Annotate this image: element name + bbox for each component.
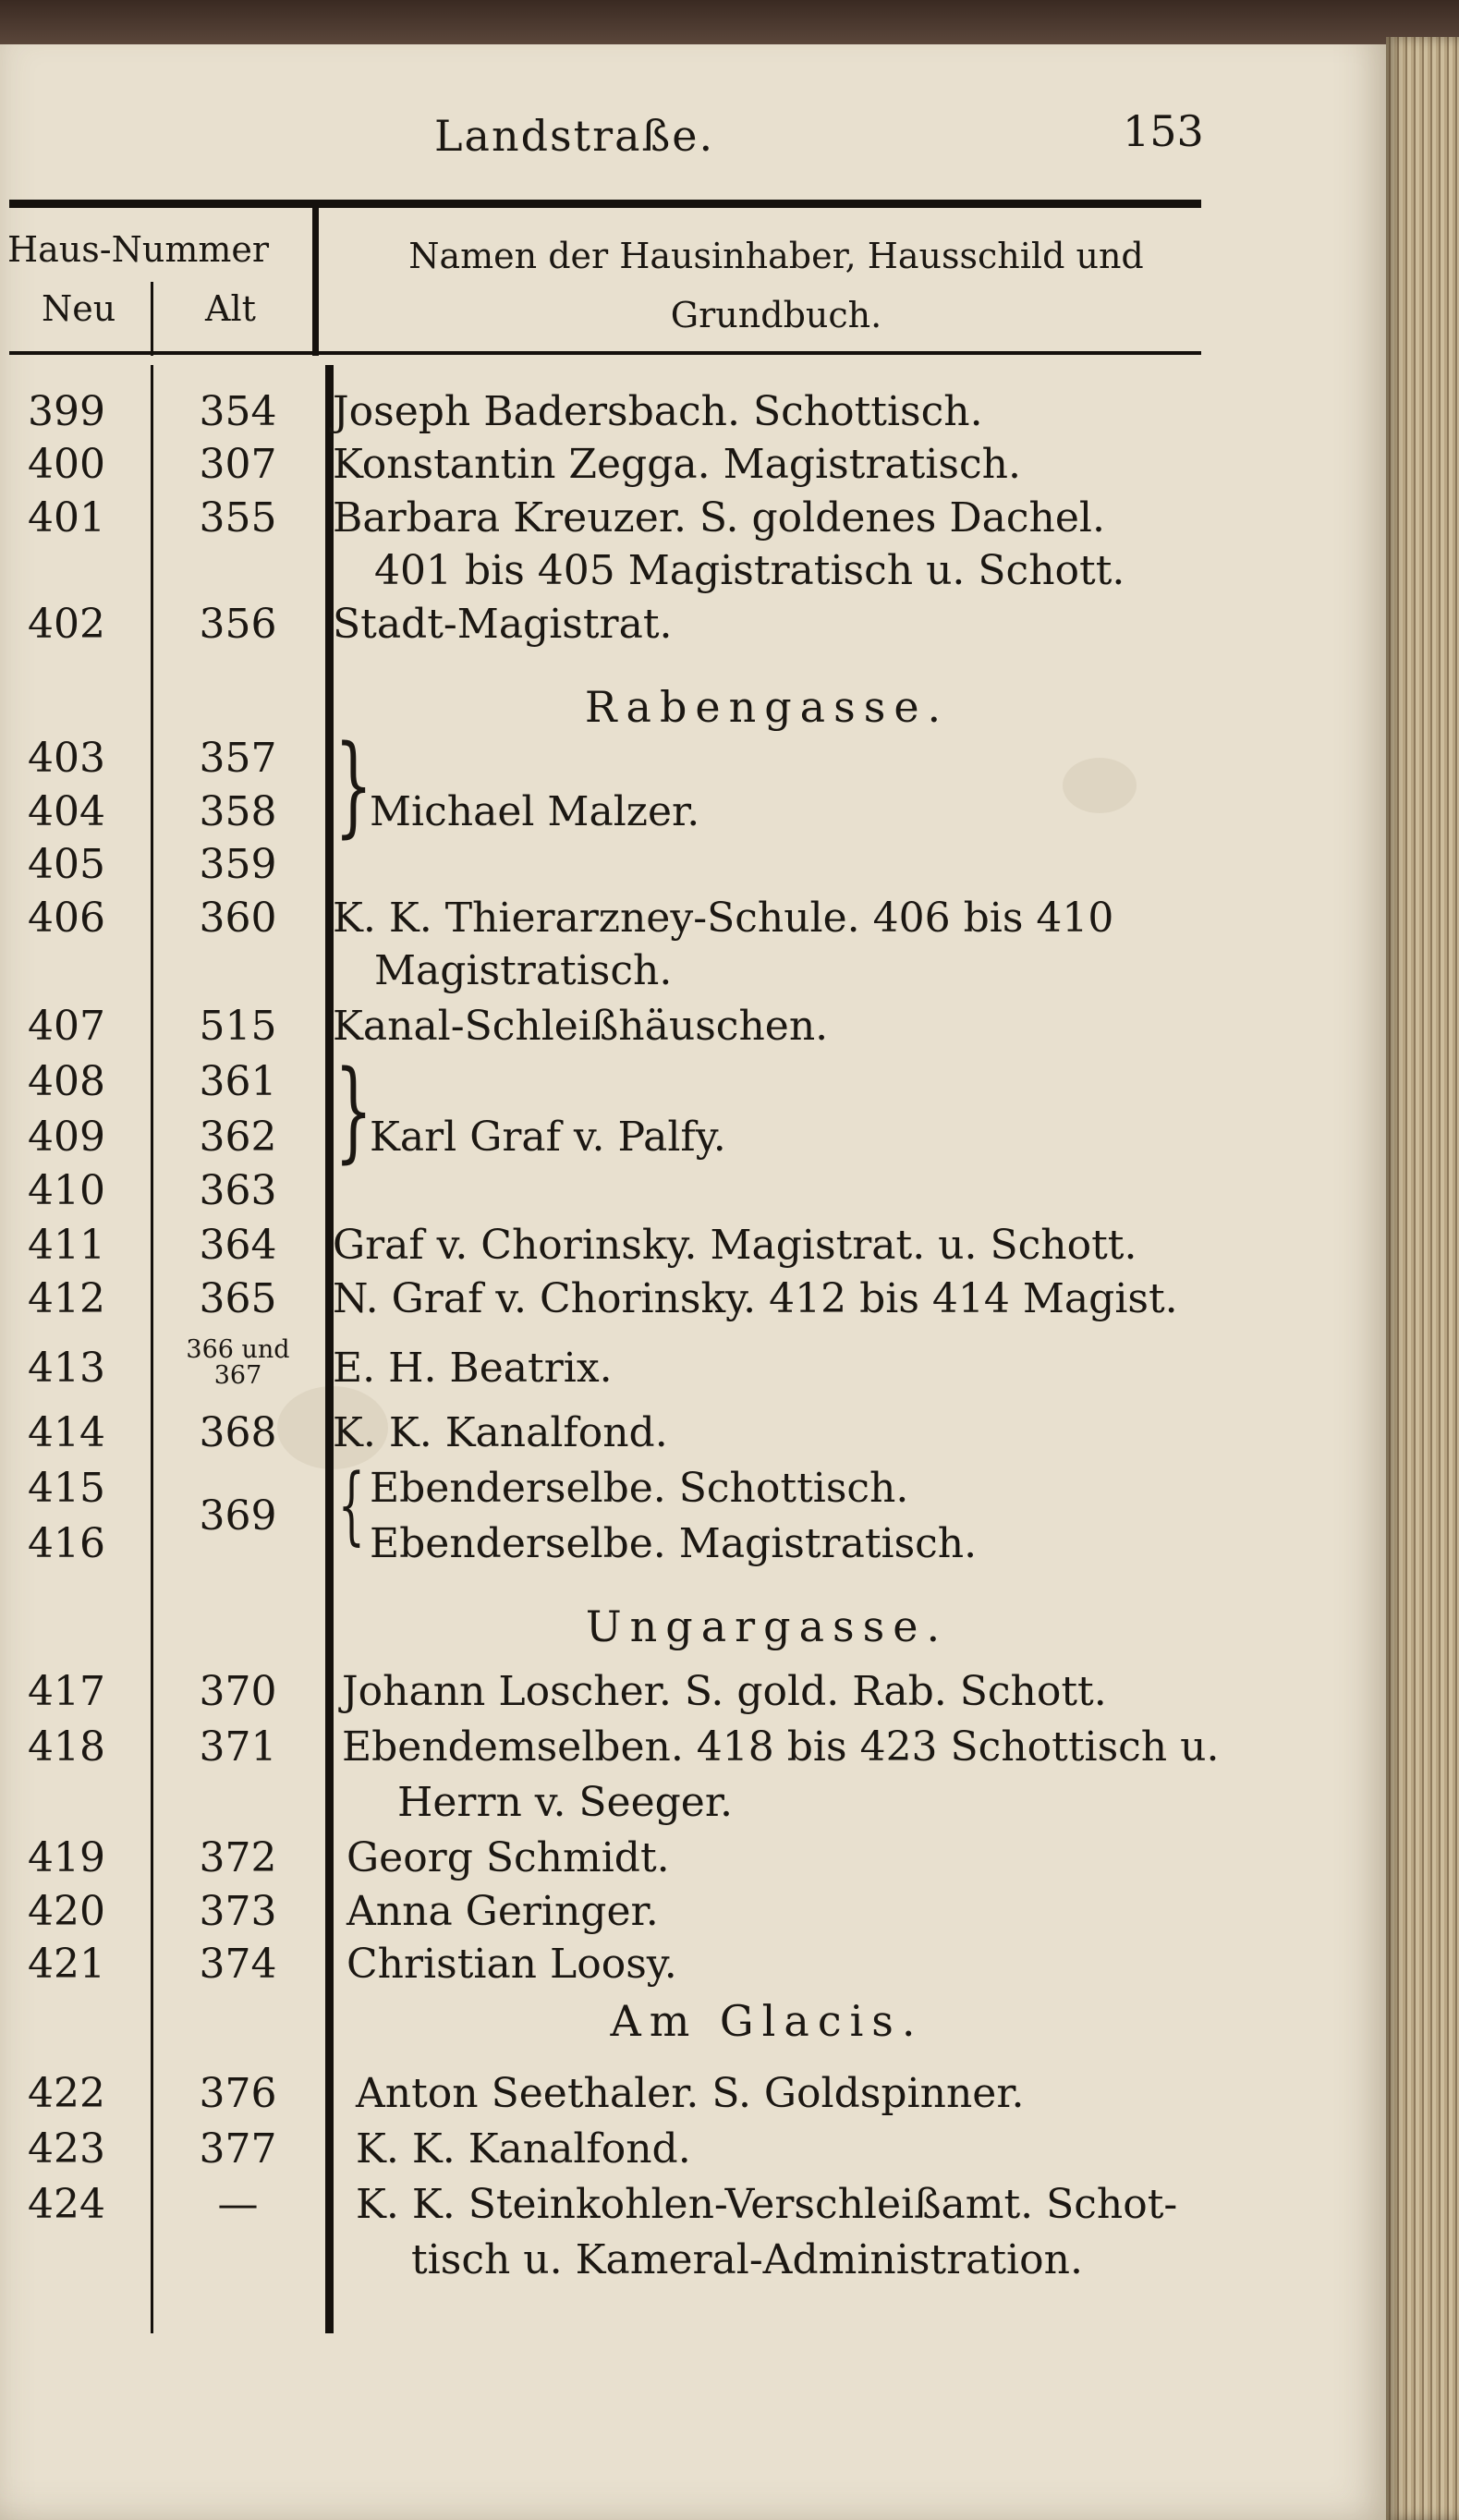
house-number-old: 515: [199, 1003, 277, 1050]
house-number-new: 402: [28, 601, 105, 648]
house-number-old: 362: [199, 1114, 277, 1161]
house-number-old: 358: [199, 788, 277, 835]
owner-name: Ebenderselbe. Schottisch.: [370, 1465, 909, 1512]
owner-name: Ebenderselbe. Magistratisch.: [370, 1520, 978, 1567]
table-row: [0, 1888, 1210, 1943]
house-number-old: 307: [199, 441, 277, 488]
house-number-old: 371: [199, 1723, 277, 1771]
book-page-edges: [1386, 37, 1459, 2520]
house-number-new: 417: [28, 1668, 105, 1715]
owner-name: K. K. Thierarzney-Schule. 406 bis 410: [333, 895, 1114, 942]
house-number-old: 377: [199, 2125, 277, 2173]
grouping-brace: }: [334, 1046, 373, 1174]
owner-name: Ebendemselben. 418 bis 423 Schottisch u.: [342, 1723, 1220, 1771]
table-row: [0, 388, 1210, 444]
house-number-new: 413: [28, 1345, 105, 1392]
house-number-old: 363: [199, 1167, 277, 1214]
owner-name-grouped: Karl Graf v. Palfy.: [370, 1114, 726, 1161]
house-number-old: 356: [199, 601, 277, 648]
table-row: [0, 2181, 1210, 2236]
owner-name: Christian Loosy.: [347, 1941, 677, 1988]
house-number-new: 400: [28, 441, 105, 488]
owner-name: Barbara Kreuzer. S. goldenes Dachel.: [333, 494, 1105, 542]
house-number-old-shared: 369: [199, 1492, 277, 1540]
owner-name: Graf v. Chorinsky. Magistrat. u. Schott.: [333, 1222, 1137, 1269]
running-title: Landstraße.: [434, 111, 715, 161]
column-header-names: [351, 226, 1201, 345]
header-top-rule: [9, 200, 1201, 208]
owner-name: Stadt-Magistrat.: [333, 601, 673, 648]
house-number-old: —: [217, 2181, 259, 2228]
page-number: 153: [1123, 106, 1204, 156]
column-header-names-line1: Namen der Hausinhaber, Hausschild und: [408, 236, 1144, 276]
house-number-new: 419: [28, 1834, 105, 1881]
house-number-old: 374: [199, 1941, 277, 1988]
table-row: [0, 895, 1210, 950]
column-header-new: Neu: [42, 288, 116, 329]
column-group-house-number: Haus-Nummer: [7, 229, 270, 270]
house-number-new: 414: [28, 1409, 105, 1456]
header-divider-names: [312, 208, 319, 356]
house-number-old: 359: [199, 841, 277, 888]
house-number-old: 370: [199, 1668, 277, 1715]
table-row: [0, 1167, 1210, 1223]
house-number-new: 410: [28, 1167, 105, 1214]
house-number-new: 422: [28, 2070, 105, 2117]
owner-name: Johann Loscher. S. gold. Rab. Schott.: [342, 1668, 1107, 1715]
table-row: [0, 1003, 1210, 1058]
owner-name: Joseph Badersbach. Schottisch.: [333, 388, 983, 435]
header-divider-new-old: [151, 282, 153, 356]
street-heading-ungargasse: Ungargasse.: [585, 1601, 949, 1651]
house-number-new: 405: [28, 841, 105, 888]
table-row: [0, 494, 1210, 550]
street-heading-am-glacis: Am Glacis.: [610, 1996, 924, 2046]
owner-name-continuation: Herrn v. Seeger.: [397, 1779, 734, 1826]
house-number-new: 418: [28, 1723, 105, 1771]
house-number-old: 364: [199, 1222, 277, 1269]
column-header-names-line2: Grundbuch.: [670, 295, 882, 335]
table-row: [0, 1335, 1210, 1400]
owner-name: K. K. Kanalfond.: [333, 1409, 668, 1456]
owner-name-continuation: 401 bis 405 Magistratisch u. Schott.: [374, 547, 1125, 594]
owner-name: N. Graf v. Chorinsky. 412 bis 414 Magist.: [333, 1275, 1178, 1322]
owner-name: Anna Geringer.: [347, 1888, 659, 1935]
house-number-new: 416: [28, 1520, 105, 1567]
house-number-new: 415: [28, 1465, 105, 1512]
owner-name-continuation: Magistratisch.: [374, 947, 673, 994]
table-row: [0, 1668, 1210, 1723]
street-heading-rabengasse: Rabengasse.: [584, 682, 950, 732]
house-number-new: 421: [28, 1941, 105, 1988]
table-row: [0, 1941, 1210, 1996]
table-row: [0, 1222, 1210, 1277]
owner-name: Konstantin Zegga. Magistratisch.: [333, 441, 1021, 488]
owner-name: Anton Seethaler. S. Goldspinner.: [356, 2070, 1025, 2117]
owner-name: K. K. Steinkohlen-Verschleißamt. Schot-: [356, 2181, 1178, 2228]
house-number-new: 403: [28, 735, 105, 782]
owner-name-continuation: tisch u. Kameral-Administration.: [411, 2236, 1083, 2283]
house-number-old: 357: [199, 735, 277, 782]
house-number-new: 412: [28, 1275, 105, 1322]
house-number-old: 354: [199, 388, 277, 435]
house-number-old: 368: [199, 1409, 277, 1456]
table-row: [0, 2125, 1210, 2181]
column-header-old: Alt: [205, 288, 256, 329]
house-number-new: 409: [28, 1114, 105, 1161]
header-bottom-rule: [9, 351, 1201, 355]
owner-name: Georg Schmidt.: [347, 1834, 670, 1881]
owner-name-grouped: Michael Malzer.: [370, 788, 700, 835]
house-number-new: 423: [28, 2125, 105, 2173]
house-number-old: 360: [199, 895, 277, 942]
table-row: [0, 841, 1210, 896]
table-row: [0, 1409, 1210, 1465]
house-number-new: 420: [28, 1888, 105, 1935]
house-number-old: 365: [199, 1275, 277, 1322]
house-number-old: 361: [199, 1058, 277, 1105]
table-row: [0, 735, 1210, 790]
house-number-new: 424: [28, 2181, 105, 2228]
house-number-new: 407: [28, 1003, 105, 1050]
table-row: [0, 1275, 1210, 1331]
house-number-old: 376: [199, 2070, 277, 2117]
owner-name: K. K. Kanalfond.: [356, 2125, 691, 2173]
table-row: [0, 1058, 1210, 1114]
house-number-new: 411: [28, 1222, 105, 1269]
grouping-brace: }: [337, 1455, 365, 1554]
house-number-new: 401: [28, 494, 105, 542]
owner-name: Kanal-Schleißhäuschen.: [333, 1003, 829, 1050]
house-number-old: 366 und 367: [186, 1335, 290, 1390]
house-number-old: 355: [199, 494, 277, 542]
house-number-new: 406: [28, 895, 105, 942]
grouping-brace: }: [334, 721, 373, 848]
house-number-old: 372: [199, 1834, 277, 1881]
house-number-new: 404: [28, 788, 105, 835]
table-row: [0, 1723, 1220, 1779]
house-number-new: 408: [28, 1058, 105, 1105]
house-number-old: 373: [199, 1888, 277, 1935]
owner-name: E. H. Beatrix.: [333, 1345, 613, 1392]
table-row: [0, 2070, 1210, 2125]
house-number-new: 399: [28, 388, 105, 435]
scan-top-edge: [0, 0, 1459, 44]
table-row: [0, 1834, 1210, 1890]
table-row: [0, 601, 1210, 656]
table-row: [0, 441, 1210, 496]
